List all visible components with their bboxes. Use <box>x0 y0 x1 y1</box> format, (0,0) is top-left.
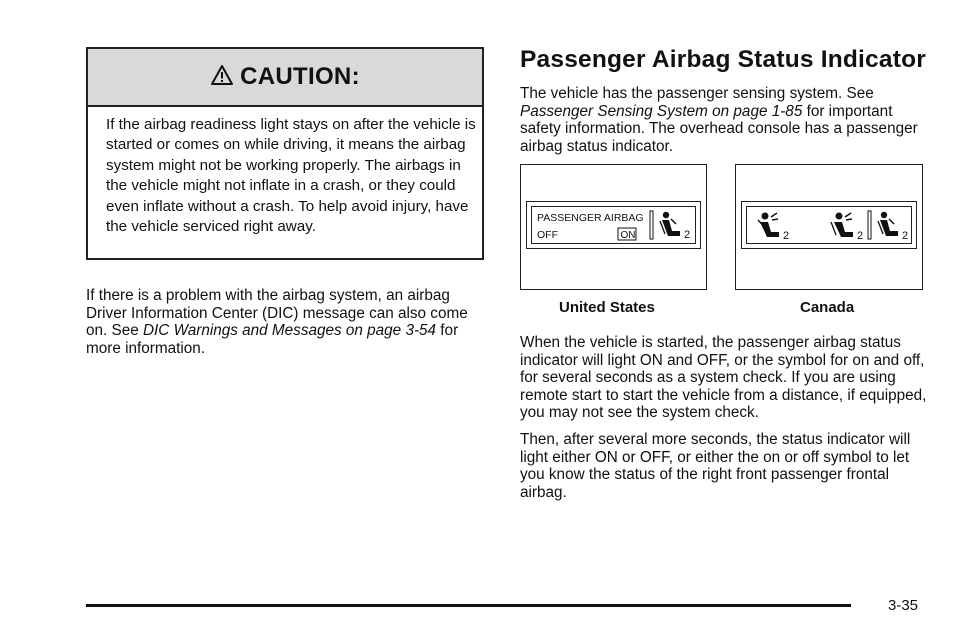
caution-text: If the airbag readiness light stays on after the vehicle is started or comes on while driving, it means the airbag system might not be working properly. The airbags in the vehicle might not inflate in a crash, or they could even inflate without a crash. To help avoid injury, have the vehicle serviced right away. <box>106 116 476 236</box>
warning-triangle-icon <box>210 64 234 86</box>
canada-indicator-panel <box>735 164 923 290</box>
section-title: Passenger Airbag Status Indicator <box>520 46 926 73</box>
us-off-label: OFF <box>537 229 558 241</box>
airbag-on-symbol-icon <box>831 213 853 238</box>
sensing-paragraph <box>520 85 928 155</box>
canada-number-2: 2 <box>857 230 864 242</box>
sensing-paragraph-text: The vehicle has the passenger sensing system. See <box>520 85 874 102</box>
caution-box <box>86 47 484 260</box>
status-paragraph: Then, after several more seconds, the status indicator will light either ON or OFF, or either the on or off symbol to let you know the status of the right front passenger frontal airbag. <box>520 431 911 501</box>
us-on-label: ON <box>620 230 636 241</box>
dic-paragraph-text: If there is a problem with the airbag system, an airbag Driver Information Center (DIC) message can also come on. See <box>86 287 468 339</box>
canada-indicator-display <box>741 201 917 249</box>
us-indicator-panel <box>520 164 707 290</box>
us-caption: United States <box>559 299 655 316</box>
us-passenger-airbag-label: PASSENGER AIRBAG <box>537 212 644 224</box>
system-check-paragraph: When the vehicle is started, the passenger airbag status indicator will light ON and OFF, or the symbol for on and off, for several seconds as a system check. If you are using remote start to start the vehicle from a distance, if equipped, you may not see the system check. <box>520 334 927 421</box>
dic-paragraph <box>86 287 491 357</box>
canada-indicator-frame <box>746 206 912 244</box>
us-indicator-graphic <box>532 207 697 245</box>
caution-header <box>88 49 482 107</box>
canada-number-3: 2 <box>902 230 909 242</box>
airbag-off-symbol-icon <box>758 213 779 238</box>
seated-passenger-icon <box>660 212 680 236</box>
canada-caption: Canada <box>800 299 855 316</box>
sensing-reference-link[interactable]: Passenger Sensing System on page 1-85 <box>520 102 803 120</box>
us-divider-bar <box>650 211 653 239</box>
us-indicator-frame <box>531 206 696 244</box>
us-indicator-display <box>526 201 701 249</box>
sensing-paragraph-tail: for important safety information. The overhead console has a passenger airbag status indicator. <box>520 102 918 155</box>
canada-indicator-graphic <box>747 207 913 245</box>
footer-rule <box>86 604 851 607</box>
dic-reference-link[interactable]: DIC Warnings and Messages on page 3-54 <box>142 322 437 339</box>
seatbelt-passenger-icon <box>878 212 898 236</box>
canada-divider-bar <box>868 211 871 239</box>
caution-heading: CAUTION: <box>240 63 360 90</box>
us-seat-number: 2 <box>684 229 691 241</box>
dic-paragraph-tail: for more information. <box>86 322 459 357</box>
page-number: 3-35 <box>888 597 919 614</box>
canada-number-1: 2 <box>783 230 790 242</box>
